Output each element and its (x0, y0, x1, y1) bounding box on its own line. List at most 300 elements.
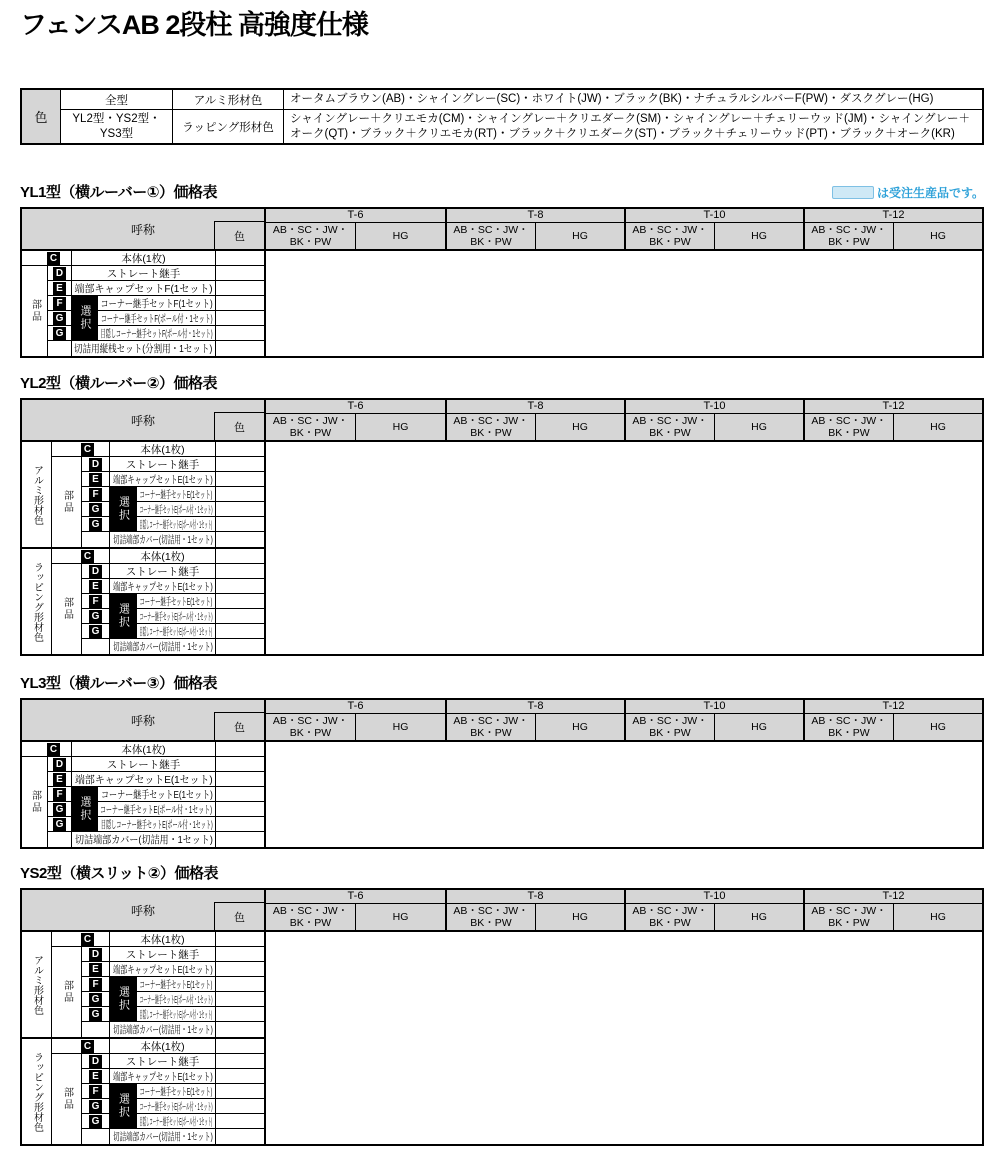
part-item-label: コーナー継手セットE(1セット) (139, 595, 213, 608)
finish-group-cell (22, 549, 52, 654)
price-table-body (22, 742, 982, 847)
price-table-header (22, 890, 982, 932)
color-value-cell (216, 251, 266, 266)
part-code-cell (82, 487, 110, 502)
section-heading (20, 676, 984, 692)
part-code-cell (52, 1039, 110, 1054)
finish-col-line: AB・SC・JW・ (632, 904, 708, 917)
part-code-badge: E (89, 580, 102, 593)
part-item-label: 目隠しコーナー継手セットE(ポール付・1セット) (139, 1008, 213, 1021)
finish-col-line: BK・PW (649, 917, 691, 929)
part-item-cell (110, 1129, 216, 1144)
color-value-cell (216, 802, 266, 817)
part-code-cell (82, 977, 110, 992)
finish-group-label: アルミ形材色 (31, 954, 43, 1015)
part-item-cell (137, 487, 216, 502)
select-label: 選択 (117, 496, 130, 522)
header-size-cell: T-8 (447, 890, 624, 904)
part-item-cell (110, 472, 216, 487)
part-item-cell (110, 457, 216, 472)
header-size-group (266, 400, 445, 440)
part-item-label: 端部キャップセットE(1セット) (112, 580, 213, 593)
price-table (20, 398, 984, 656)
part-code-badge: F (89, 488, 102, 501)
part-item-label: 本体(1枚) (121, 252, 166, 265)
part-code-badge: G (89, 503, 102, 516)
part-code-cell (48, 326, 72, 341)
color-list-cell: オータムブラウン(AB)・シャイングレー(SC)・ホワイト(JW)・ブラック(BK)・ナチュラルシルバーF(PW)・ダスクグレー(HG) (283, 90, 982, 109)
part-item-cell (110, 564, 216, 579)
part-item-label: コーナー継手セットE(ポール付・1セット) (139, 1100, 213, 1113)
part-item-label: ストレート継手 (125, 458, 200, 471)
color-value-cell (216, 532, 266, 547)
color-value-cell (216, 817, 266, 832)
header-size-cell: T-10 (626, 209, 803, 223)
header-size-cell: T-6 (266, 400, 445, 414)
finish-type-cell: ラッピング形材色 (172, 109, 283, 143)
price-table-header (22, 209, 982, 251)
part-code-cell (82, 472, 110, 487)
part-code-cell (82, 1084, 110, 1099)
part-item-label: コーナー継手セットE(ポール付・1セット) (139, 610, 213, 623)
finish-col-line: BK・PW (289, 917, 332, 929)
part-item-cell (110, 932, 216, 947)
header-subcols (805, 223, 982, 249)
part-item-label: コーナー継手セットE(1セット) (139, 488, 213, 501)
part-item-label: 端部キャップセットE(1セット) (112, 963, 213, 976)
part-item-cell (72, 772, 216, 787)
price-table-section-ys2 (20, 866, 984, 1146)
part-item-label: 本体(1枚) (140, 443, 185, 456)
part-code-cell (82, 594, 110, 609)
part-item-label: コーナー継手セットE(1セット) (139, 1085, 213, 1098)
color-spec-table (20, 88, 984, 145)
header-size-cell: T-10 (626, 400, 803, 414)
section-heading (20, 376, 984, 392)
header-name-label: 呼称 (130, 222, 155, 237)
part-item-cell (110, 1022, 216, 1037)
part-item-cell (137, 594, 216, 609)
header-finish-cell (266, 714, 355, 740)
color-value-cell (216, 1022, 266, 1037)
part-code-cell (48, 787, 72, 802)
part-item-cell (137, 502, 216, 517)
header-finish-cell (266, 223, 355, 249)
header-name-cell (22, 209, 266, 249)
finish-col-line: BK・PW (828, 236, 870, 248)
header-name-cell (22, 890, 266, 930)
part-code-badge: C (47, 743, 60, 756)
part-item-cell (98, 802, 216, 817)
finish-col-line: BK・PW (649, 427, 691, 439)
color-value-cell (216, 624, 266, 639)
header-color-cell: 色 (214, 712, 264, 740)
finish-col-line: BK・PW (470, 727, 512, 739)
part-item-label: ストレート継手 (125, 948, 200, 961)
part-item-label: 目隠しコーナー継手セットE(ポール付・1セット) (139, 625, 213, 638)
parts-label-cell (52, 457, 82, 547)
part-code-cell (82, 502, 110, 517)
part-code-cell-empty (82, 532, 110, 547)
header-name-cell (22, 400, 266, 440)
header-size-group (266, 700, 445, 740)
color-value-cell (216, 517, 266, 532)
section-title: YL3型（横ルーバー③）価格表 (20, 675, 217, 692)
part-code-badge: G (89, 610, 102, 623)
header-subcols (805, 714, 982, 740)
parts-label: 部品 (61, 490, 73, 514)
header-finish-cell (805, 223, 893, 249)
color-value-cell (216, 757, 266, 772)
header-subcols (805, 904, 982, 930)
header-finish-cell (805, 714, 893, 740)
part-item-cell (72, 251, 216, 266)
parts-label: 部品 (61, 980, 73, 1004)
part-code-badge: F (89, 595, 102, 608)
header-finish-cell (447, 414, 535, 440)
header-size-group (445, 890, 624, 930)
part-code-cell-empty (82, 639, 110, 654)
color-value-cell (216, 787, 266, 802)
header-size-cell: T-12 (805, 700, 982, 714)
part-code-badge: E (53, 282, 66, 295)
finish-col-line: AB・SC・JW・ (811, 714, 887, 727)
header-size-group (803, 400, 982, 440)
color-value-cell (216, 281, 266, 296)
part-code-badge: D (89, 458, 102, 471)
part-code-cell (82, 609, 110, 624)
color-value-cell (216, 457, 266, 472)
finish-col-line: AB・SC・JW・ (632, 714, 708, 727)
color-value-cell (216, 341, 266, 356)
section-heading (20, 185, 984, 201)
header-subcols (266, 223, 445, 249)
section-title: YL1型（横ルーバー①）価格表 (20, 184, 217, 201)
finish-col-line: AB・SC・JW・ (272, 414, 349, 427)
made-to-order-legend (832, 184, 984, 201)
part-code-cell-empty (48, 832, 72, 847)
part-code-cell (52, 549, 110, 564)
part-code-cell (48, 281, 72, 296)
part-item-label: 目隠しコーナー継手セットE(ポール付・1セット) (100, 818, 213, 831)
part-item-cell (137, 1007, 216, 1022)
price-table-section-yl1 (20, 185, 984, 358)
part-item-cell (137, 1099, 216, 1114)
color-value-cell (216, 977, 266, 992)
finish-col-line: AB・SC・JW・ (632, 414, 708, 427)
header-hg-cell: HG (714, 223, 803, 249)
part-item-label: コーナー継手セットF(1セット) (100, 297, 213, 310)
select-label: 選択 (117, 1093, 130, 1119)
header-subcols (805, 414, 982, 440)
finish-col-line: BK・PW (470, 917, 512, 929)
part-item-cell (137, 977, 216, 992)
select-label: 選択 (117, 603, 130, 629)
part-item-cell (137, 992, 216, 1007)
header-size-group (445, 209, 624, 249)
color-value-cell (216, 992, 266, 1007)
finish-col-line: AB・SC・JW・ (453, 414, 529, 427)
header-subcols (626, 414, 803, 440)
part-item-label: ストレート継手 (125, 565, 200, 578)
part-item-cell (110, 1039, 216, 1054)
color-value-cell (216, 1129, 266, 1144)
finish-col-line: BK・PW (289, 427, 332, 439)
part-code-cell (48, 296, 72, 311)
header-hg-cell: HG (355, 714, 445, 740)
color-list-cell: シャイングレー＋クリエモカ(CM)・シャイングレー＋クリエダーク(SM)・シャイングレー＋チェリーウッド(JM)・シャイングレー＋オーク(QT)・ブラック＋クリエモカ(RT)・ブラック＋クリエダーク(ST)・ブラック＋チェリーウッド(PT)・ブラック＋オーク(KR) (283, 109, 982, 143)
header-finish-cell (266, 414, 355, 440)
select-cell (110, 487, 137, 532)
color-value-cell (216, 742, 266, 757)
header-finish-cell (626, 904, 714, 930)
parts-label: 部品 (61, 1087, 73, 1111)
parts-label: 部品 (29, 790, 41, 814)
parts-label: 部品 (29, 299, 41, 323)
part-code-cell (82, 564, 110, 579)
part-item-label: 目隠しコーナー継手セットE(ポール付・1セット) (139, 1115, 213, 1128)
part-item-cell (137, 1084, 216, 1099)
part-item-label: 切詰用縦桟セット(分割用・1セット) (74, 343, 213, 355)
finish-group-cell (22, 442, 52, 547)
header-subcols (266, 414, 445, 440)
finish-col-line: AB・SC・JW・ (811, 414, 887, 427)
header-name-label: 呼称 (130, 413, 155, 428)
select-label: 選択 (79, 796, 91, 822)
part-item-label: 本体(1枚) (140, 550, 185, 563)
price-values-area (266, 742, 982, 847)
header-size-cell: T-6 (266, 209, 445, 223)
part-item-cell (98, 817, 216, 832)
color-value-cell (216, 487, 266, 502)
part-item-cell (137, 609, 216, 624)
header-size-group (624, 890, 803, 930)
select-label: 選択 (117, 986, 130, 1012)
select-cell (72, 296, 98, 341)
part-item-cell (98, 787, 216, 802)
finish-col-line: AB・SC・JW・ (453, 904, 529, 917)
header-size-cell: T-12 (805, 209, 982, 223)
part-item-cell (137, 1114, 216, 1129)
header-hg-cell: HG (893, 904, 982, 930)
finish-group-cell (22, 932, 52, 1037)
part-item-label: ストレート継手 (125, 1055, 200, 1068)
part-item-cell (98, 311, 216, 326)
color-value-cell (216, 772, 266, 787)
part-item-label: 切詰端部カバー(切詰用・1セット) (112, 641, 213, 653)
header-finish-cell (447, 904, 535, 930)
select-cell (110, 977, 137, 1022)
header-size-cell: T-8 (447, 209, 624, 223)
header-size-group (266, 209, 445, 249)
part-code-badge: F (89, 1085, 102, 1098)
part-item-label: 本体(1枚) (121, 743, 166, 756)
part-code-badge: G (53, 818, 66, 831)
parts-label-cell (22, 266, 48, 356)
header-finish-cell (626, 223, 714, 249)
price-sections (20, 185, 986, 1146)
part-item-label: ストレート継手 (106, 758, 181, 771)
color-value-cell (216, 296, 266, 311)
parts-label-cell (52, 947, 82, 1037)
part-item-cell (72, 757, 216, 772)
part-code-cell (82, 947, 110, 962)
header-color-cell: 色 (214, 902, 264, 930)
part-code-cell (48, 266, 72, 281)
finish-col-line: BK・PW (470, 236, 512, 248)
page-title: フェンスAB 2段柱 高強度仕様 (20, 10, 368, 40)
part-code-badge: F (89, 978, 102, 991)
part-item-cell (98, 296, 216, 311)
finish-col-line: BK・PW (828, 727, 870, 739)
part-code-cell (82, 579, 110, 594)
part-item-cell (72, 742, 216, 757)
part-code-badge: F (53, 788, 66, 801)
section-title: YS2型（横スリット②）価格表 (20, 865, 218, 882)
part-code-cell (82, 1054, 110, 1069)
header-name-label: 呼称 (130, 713, 155, 728)
price-table (20, 698, 984, 849)
header-size-cell: T-6 (266, 890, 445, 904)
model-scope-cell: 全型 (60, 90, 172, 109)
part-code-badge: G (89, 1008, 102, 1021)
price-table (20, 207, 984, 358)
part-item-cell (110, 1054, 216, 1069)
header-hg-cell: HG (714, 714, 803, 740)
part-item-label: コーナー継手セットE(ポール付・1セット) (139, 503, 213, 516)
color-value-cell (216, 1069, 266, 1084)
color-table-header: 色 (22, 90, 60, 143)
part-item-cell (72, 266, 216, 281)
finish-col-line: AB・SC・JW・ (272, 904, 349, 917)
header-size-group (803, 209, 982, 249)
finish-col-line: AB・SC・JW・ (453, 223, 529, 236)
header-hg-cell: HG (355, 414, 445, 440)
part-item-label: コーナー継手セットE(ポール付・1セット) (139, 993, 213, 1006)
part-item-label: 目隠しコーナー継手セットF(ポール付・1セット) (100, 327, 213, 340)
part-item-label: コーナー継手セットE(ポール付・1セット) (100, 803, 213, 816)
part-code-badge: C (81, 933, 94, 946)
header-subcols (447, 223, 624, 249)
header-hg-cell: HG (355, 904, 445, 930)
header-subcols (626, 223, 803, 249)
finish-col-line: AB・SC・JW・ (811, 223, 887, 236)
header-subcols (447, 714, 624, 740)
part-code-badge: C (81, 443, 94, 456)
part-item-cell (137, 517, 216, 532)
color-value-cell (216, 326, 266, 341)
header-size-group (266, 890, 445, 930)
part-code-cell (82, 1069, 110, 1084)
part-code-cell (82, 962, 110, 977)
finish-col-line: BK・PW (470, 427, 512, 439)
price-table-body (22, 932, 982, 1144)
part-item-label: 切詰端部カバー(切詰用・1セット) (74, 834, 213, 846)
color-value-cell (216, 442, 266, 457)
part-item-label: 切詰端部カバー(切詰用・1セット) (112, 1024, 213, 1036)
part-item-cell (137, 624, 216, 639)
header-hg-cell: HG (714, 414, 803, 440)
color-value-cell (216, 609, 266, 624)
part-item-label: 本体(1枚) (140, 1040, 185, 1053)
finish-col-line: BK・PW (289, 727, 332, 739)
part-item-cell (110, 962, 216, 977)
color-value-cell (216, 947, 266, 962)
part-code-badge: D (53, 758, 66, 771)
section-heading (20, 866, 984, 882)
part-code-badge: D (89, 948, 102, 961)
header-size-group (624, 209, 803, 249)
part-code-badge: G (53, 327, 66, 340)
header-hg-cell: HG (893, 223, 982, 249)
part-code-cell (82, 1099, 110, 1114)
header-name-label: 呼称 (130, 903, 155, 918)
color-value-cell (216, 502, 266, 517)
part-code-cell (82, 624, 110, 639)
header-size-cell: T-10 (626, 890, 803, 904)
color-value-cell (216, 1084, 266, 1099)
header-hg-cell: HG (893, 714, 982, 740)
part-code-cell (48, 772, 72, 787)
header-finish-cell (805, 414, 893, 440)
part-code-cell (82, 457, 110, 472)
part-code-badge: G (89, 1100, 102, 1113)
part-code-cell (82, 517, 110, 532)
header-subcols (266, 714, 445, 740)
price-values-area (266, 251, 982, 356)
header-subcols (626, 904, 803, 930)
select-cell (72, 787, 98, 832)
part-item-label: コーナー継手セットE(1セット) (100, 788, 213, 801)
header-name-cell (22, 700, 266, 740)
part-item-label: 端部キャップセットF(1セット) (74, 282, 213, 295)
part-item-label: ストレート継手 (106, 267, 181, 280)
header-subcols (266, 904, 445, 930)
header-finish-cell (447, 714, 535, 740)
header-hg-cell: HG (535, 414, 624, 440)
finish-col-line: AB・SC・JW・ (811, 904, 887, 917)
price-table-body (22, 442, 982, 654)
header-size-group (624, 400, 803, 440)
color-value-cell (216, 594, 266, 609)
parts-label-cell (52, 564, 82, 654)
price-table-body (22, 251, 982, 356)
color-value-cell (216, 266, 266, 281)
part-code-badge: C (81, 550, 94, 563)
part-code-badge: E (89, 1070, 102, 1083)
part-code-cell (52, 932, 110, 947)
part-code-badge: E (89, 473, 102, 486)
select-label: 選択 (79, 305, 91, 331)
part-code-badge: G (89, 1115, 102, 1128)
price-values-area (266, 932, 982, 1144)
color-value-cell (216, 932, 266, 947)
color-value-cell (216, 472, 266, 487)
finish-col-line: AB・SC・JW・ (272, 714, 349, 727)
parts-label-cell (52, 1054, 82, 1144)
price-values-area (266, 442, 982, 654)
header-subcols (626, 714, 803, 740)
header-subcols (447, 904, 624, 930)
header-size-group (624, 700, 803, 740)
price-table-header (22, 400, 982, 442)
header-finish-cell (266, 904, 355, 930)
price-table (20, 888, 984, 1146)
part-code-badge: C (81, 1040, 94, 1053)
header-hg-cell: HG (535, 904, 624, 930)
header-size-cell: T-12 (805, 400, 982, 414)
part-item-cell (110, 549, 216, 564)
